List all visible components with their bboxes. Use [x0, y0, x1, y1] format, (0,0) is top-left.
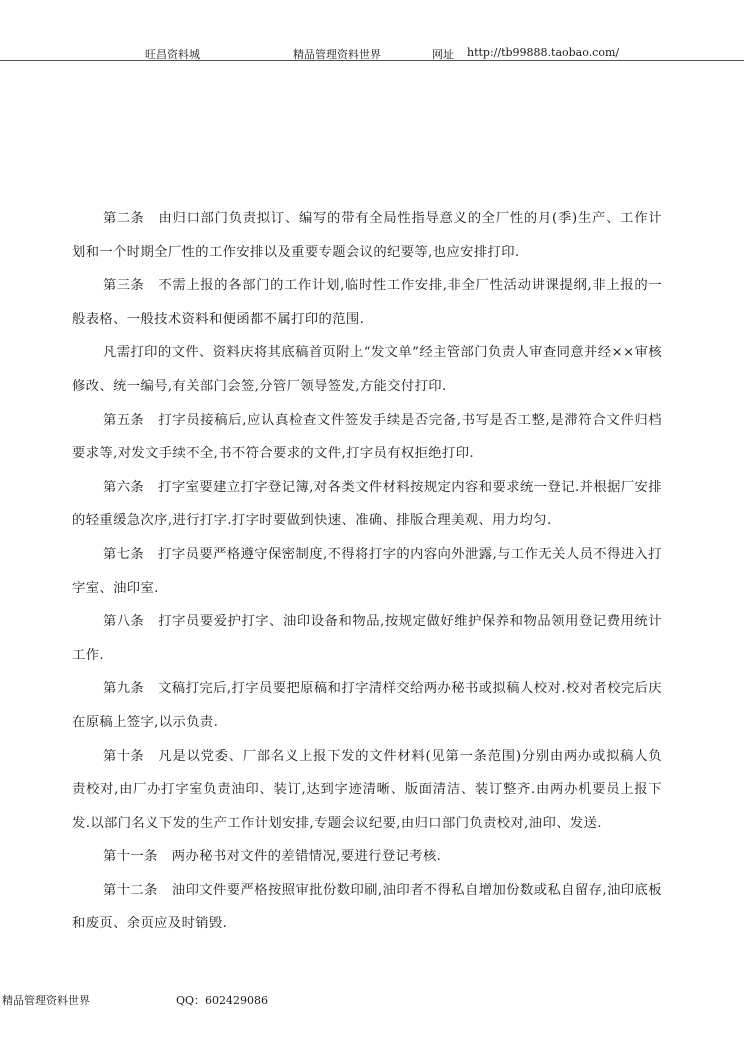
article-text: 油印文件要严格按照审批份数印刷,油印者不得私自增加份数或私自留存,油印底板和废页、余页应及时销毁.: [72, 882, 662, 932]
footer-site-name: 精品管理资料世界: [2, 994, 90, 1007]
article-text: 打字员要爱护打字、油印设备和物品,按规定做好维护保养和物品领用登记费用统计工作.: [72, 614, 662, 663]
article-paragraph: [72, 336, 662, 403]
article-paragraph: [72, 605, 662, 672]
article-text: 打字员接稿后,应认真检查文件签发手续是否完备,书写是否工整,是滞符合文件归档要求等,对发文手续不全,书不符合要求的文件,打字员有权拒绝打印.: [72, 412, 662, 462]
article-paragraph: [72, 672, 662, 739]
article-number: 第七条: [103, 546, 145, 562]
article-text: 由归口部门负责拟订、编写的带有全局性指导意义的全厂性的月(季)生产、工作计划和一个时期全厂性的工作安排以及重要专题会议的纪要等,也应安排打印.: [72, 211, 662, 260]
article-paragraph: [72, 538, 662, 605]
article-text: 不需上报的各部门的工作计划,临时性工作安排,非全厂性活动讲课提纲,非上报的一般表格、一般技术资料和便函都不属打印的范围.: [72, 278, 662, 327]
article-number: 第五条: [103, 412, 145, 428]
header-shop-name: 旺昌资料城: [145, 48, 200, 61]
article-number: 第二条: [103, 211, 145, 226]
footer-qq: QQ：602429086: [176, 994, 269, 1007]
article-text: 两办秘书对文件的差错情况,要进行登记考核.: [171, 849, 442, 865]
article-number: 第六条: [103, 479, 145, 495]
article-number: 第九条: [103, 681, 145, 697]
article-paragraph: [72, 404, 662, 471]
article-paragraph: [72, 874, 662, 941]
article-text: 打字室要建立打字登记簿,对各类文件材料按规定内容和要求统一登记.并根据厂安排的轻重缓急次序,进行打字.打字时要做到快速、准确、排版合理美观、用力均匀.: [72, 479, 662, 529]
article-paragraph: [72, 202, 662, 269]
page-header: [0, 0, 744, 61]
article-paragraph: [72, 269, 662, 336]
article-text: 凡是以党委、厂部名义上报下发的文件材料(见第一条范围)分别由两办或拟稿人负责校对,由厂办打字室负责油印、装订,达到字迹清晰、版面清洁、装订整齐.由两办机要员上报下发.以部门名义下发的生产工作计划安排,专题会议纪要,由归口部门负责校对,油印、发送.: [72, 748, 662, 831]
article-paragraph: [72, 840, 662, 874]
header-site-name: 精品管理资料世界: [293, 48, 381, 61]
article-paragraph: [72, 471, 662, 538]
article-text: 凡需打印的文件、资料庆将其底稿首页附上“发文单”经主管部门负责人审查同意并经××审核修改、统一编号,有关部门会签,分管厂领导签发,方能交付打印.: [72, 345, 662, 394]
header-url-label: 网址: [432, 48, 454, 61]
header-url: http://tb99888.taobao.com/: [467, 46, 620, 59]
article-number: 第十二条: [103, 882, 158, 898]
article-number: 第三条: [103, 278, 145, 294]
article-number: 第八条: [103, 614, 145, 630]
article-text: 文稿打完后,打字员要把原稿和打字清样交给两办秘书或拟稿人校对.校对者校完后庆在原稿上签字,以示负责.: [72, 681, 662, 730]
article-number: 第十条: [103, 748, 145, 764]
article-text: 打字员要严格遵守保密制度,不得将打字的内容向外泄露,与工作无关人员不得进入打字室、油印室.: [72, 546, 662, 596]
article-number: 第十一条: [103, 849, 158, 865]
document-body: [72, 202, 662, 941]
article-paragraph: [72, 740, 662, 841]
